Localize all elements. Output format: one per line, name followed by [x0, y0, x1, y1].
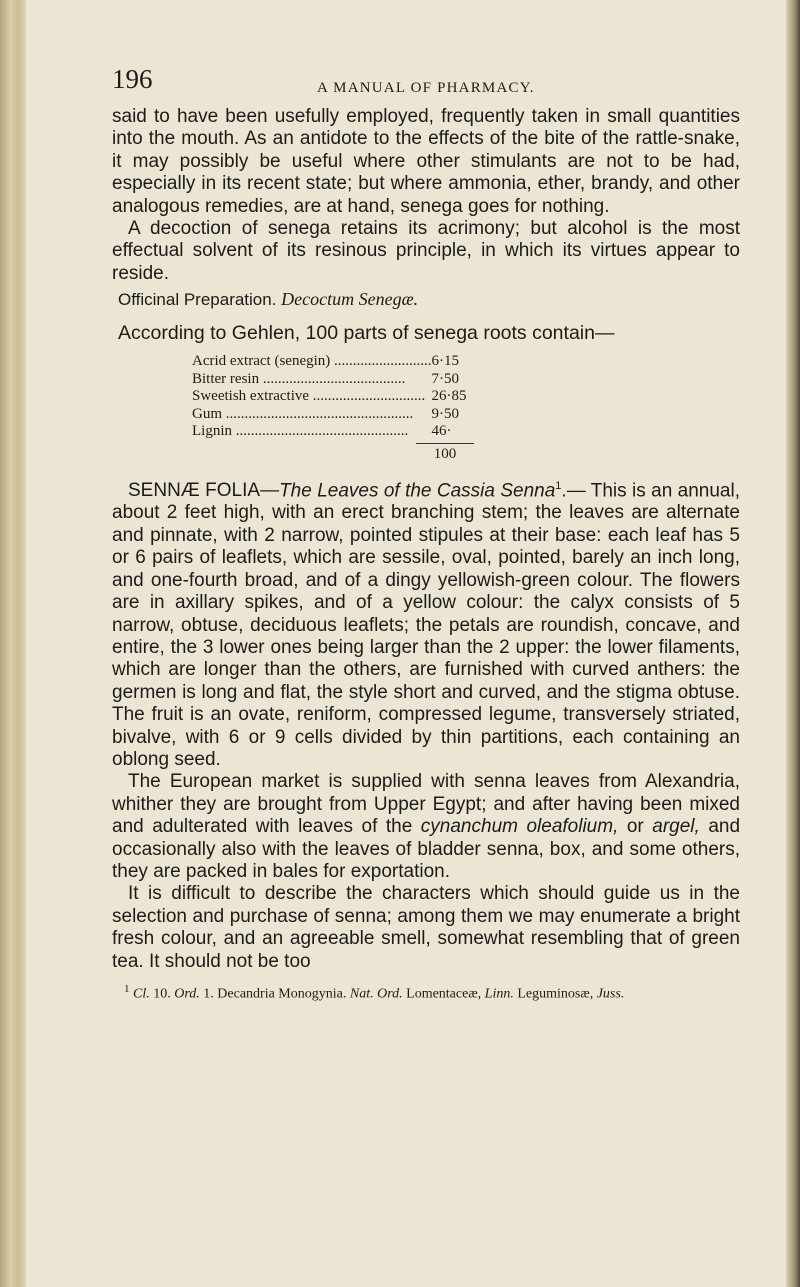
- market-text: The European market is supplied with senna leaves from Alexandria, whither they are brought from Upper Egypt; and after having been mixed and adulterated with leaves of the: [112, 771, 740, 838]
- footnote-linn: Linn.: [484, 986, 514, 1002]
- senega-analysis-table: [192, 353, 502, 441]
- senna-heading-paragraph: [112, 475, 740, 772]
- component-name: Lignin ..............................................: [192, 423, 409, 440]
- footnote-ord: Ord.: [174, 986, 200, 1002]
- footnote-cl: Cl.: [133, 986, 150, 1002]
- table-row: [192, 423, 502, 441]
- paragraph-senega-uses: said to have been usefully employed, frequently taken in small quantities into the mouth. As an antidote to the effects of the bite of the rattle-snake, it may possibly be useful where other stimulants are not to be had, especially in its recent state; but where ammonia, ether, brandy, and other analogous remedies, are at hand, senega goes for nothing.: [112, 106, 740, 217]
- footnote: [112, 981, 740, 1003]
- paragraph-decoction: A decoction of senega retains its acrimony; but alcohol is the most effectual solvent of its resinous principle, in which its virtues appear to reside.: [112, 218, 740, 284]
- component-value: 7·50: [431, 370, 460, 387]
- table-row: [192, 406, 502, 424]
- component-name: Acrid extract (senegin) ..........................: [192, 353, 432, 370]
- officinal-label: Officinal Preparation.: [118, 290, 277, 310]
- page-header: [112, 60, 740, 106]
- officinal-preparation: [118, 289, 740, 310]
- footnote-reference: 1: [555, 479, 562, 492]
- senna-heading-italic: The Leaves of the Cassia Senna: [279, 480, 556, 502]
- footnote-juss: Juss.: [596, 986, 625, 1002]
- book-binding-edge: [0, 0, 26, 1287]
- component-value: 6·15: [431, 353, 460, 370]
- officinal-name: Decoctum Senegæ.: [281, 289, 419, 310]
- table-row: [192, 388, 502, 406]
- footnote-text: Leguminosæ,: [513, 986, 597, 1002]
- component-name: Bitter resin ......................................: [192, 370, 406, 387]
- component-value: 46·: [431, 423, 452, 440]
- argel-name: argel,: [652, 816, 700, 838]
- component-name: Gum ..................................................: [192, 405, 414, 422]
- footnote-text: Lomentaceæ,: [402, 986, 485, 1002]
- running-head: A MANUAL OF PHARMACY.: [317, 80, 535, 96]
- footnote-nat-ord: Nat. Ord.: [349, 986, 403, 1002]
- component-value: 9·50: [431, 405, 460, 422]
- paragraph-senna-description: This is an annual, about 2 feet high, with an erect branching stem; the leaves are alternate and pinnate, with 2 narrow, pointed stipules at their base: each leaf has 5 or 6 pairs of leaflets, which are sessile, oval, pointed, barely an inch long, and one-fourth broad, and of a dingy yellowish-green colour. The flowers are in axillary spikes, and of a yellow colour: the calyx consists of 5 narrow, obtuse, deciduous leaflets; the petals are roundish, concave, and entire, the 3 lower ones being larger than the 2 upper: the lower filaments, which are longer than the others, are furnished with curved anthers: the germen is long and flat, the style short and curved, and the stigma obtuse. The fruit is an ovate, reniform, compressed legume, transversely striated, bivalve, with 6 or 9 cells divided by thin partitions, each containing an oblong seed.: [112, 480, 740, 770]
- paragraph-european-market: [112, 771, 740, 883]
- table-row: [192, 371, 502, 389]
- component-value: 26·85: [431, 388, 467, 405]
- page-number: 196: [112, 64, 153, 94]
- table-row: [192, 353, 502, 371]
- page-edge-shadow: [786, 0, 800, 1287]
- analysis-total: 100: [416, 443, 474, 463]
- senna-heading-end: .—: [561, 480, 586, 502]
- paragraph-selection: It is difficult to describe the characters which should guide us in the selection and purchase of senna; among them we may enumerate a bright fresh colour, and an agreeable smell, somewhat resembling that of green tea. It should not be too: [112, 883, 740, 972]
- footnote-text: 10.: [149, 986, 175, 1002]
- analysis-intro: According to Gehlen, 100 parts of senega roots contain—: [118, 322, 615, 345]
- footnote-marker: 1: [124, 983, 130, 996]
- cynanchum-name: cynanchum oleafolium,: [420, 816, 619, 838]
- footnote-text: 1. Decandria Monogynia.: [199, 986, 350, 1002]
- component-name: Sweetish extractive ..............................: [192, 388, 426, 405]
- market-text-end: and occasionally also with the leaves of bladder senna, box, and some others, they are packed in bales for exportation.: [112, 816, 741, 882]
- senna-heading: SENNÆ FOLIA—: [128, 480, 280, 502]
- market-or: or: [618, 816, 653, 838]
- book-page: [112, 60, 740, 1003]
